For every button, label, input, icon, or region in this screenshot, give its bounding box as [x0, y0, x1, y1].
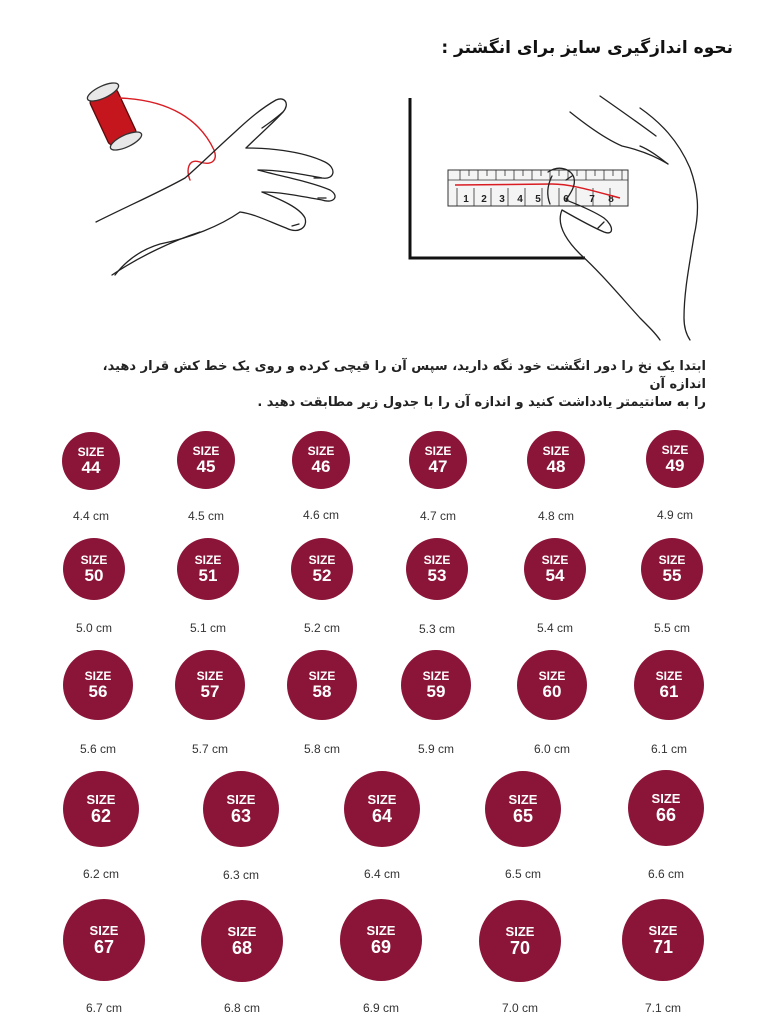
size-badge-number: 45	[196, 457, 216, 476]
size-badge	[340, 899, 422, 981]
size-cm-label: 5.3 cm	[418, 622, 455, 636]
size-badge-label: SIZE	[651, 791, 681, 806]
size-badge-number: 58	[312, 682, 332, 701]
size-badge	[479, 900, 561, 982]
ruler-number: 4	[517, 194, 523, 205]
size-cm-label: 5.6 cm	[79, 742, 116, 756]
size-cm-label: 6.2 cm	[82, 867, 119, 881]
size-badge	[527, 431, 585, 489]
size-badge-number: 71	[652, 937, 674, 957]
size-badge	[628, 770, 704, 846]
ruler-number: 8	[608, 194, 614, 205]
size-badge	[62, 432, 120, 490]
size-badge-label: SIZE	[80, 553, 108, 567]
size-badge-label: SIZE	[77, 445, 105, 459]
size-badge-number: 46	[311, 457, 331, 476]
size-badge-number: 66	[655, 805, 677, 825]
size-badge-label: SIZE	[307, 444, 335, 458]
instructions-line-2: را به سانتیمتر یادداشت کنید و اندازه آن را با جدول زیر مطابقت دهید .	[257, 395, 706, 410]
size-badge	[517, 650, 587, 720]
size-badge-label: SIZE	[422, 669, 450, 683]
size-badge-label: SIZE	[192, 444, 220, 458]
size-cm-label: 4.7 cm	[419, 509, 456, 523]
size-badge-number: 70	[509, 938, 531, 958]
size-cm-label: 6.1 cm	[650, 742, 687, 756]
instructions-line-1: ابتدا یک نخ را دور انگشت خود نگه دارید، سپس آن را قیچی کرده و روی یک خط کش قرار دهید، اندازه آن	[102, 359, 706, 392]
size-badge	[63, 899, 145, 981]
size-badge	[291, 538, 353, 600]
size-badge	[485, 771, 561, 847]
size-badge	[344, 771, 420, 847]
size-badge-number: 62	[90, 806, 112, 826]
size-cm-label: 6.5 cm	[504, 867, 541, 881]
size-cm-label: 5.5 cm	[653, 621, 690, 635]
size-badge-number: 55	[662, 566, 682, 585]
size-cm-label: 7.0 cm	[501, 1001, 538, 1015]
size-badge-number: 47	[428, 457, 448, 476]
size-badge-label: SIZE	[308, 669, 336, 683]
size-badge-number: 49	[665, 456, 685, 475]
size-cm-label: 4.9 cm	[656, 508, 693, 522]
size-badge	[175, 650, 245, 720]
size-badge-number: 53	[427, 566, 447, 585]
size-badge	[292, 431, 350, 489]
size-badge	[646, 430, 704, 488]
size-badge-label: SIZE	[366, 923, 396, 938]
size-badge-number: 63	[230, 806, 252, 826]
size-cm-label: 6.3 cm	[222, 868, 259, 882]
size-badge	[401, 650, 471, 720]
size-badge	[177, 538, 239, 600]
size-badge-number: 52	[312, 566, 332, 585]
size-cm-label: 4.6 cm	[302, 508, 339, 522]
size-cm-label: 5.7 cm	[191, 742, 228, 756]
size-cm-label: 5.8 cm	[303, 742, 340, 756]
size-badge-label: SIZE	[538, 669, 566, 683]
size-badge-label: SIZE	[194, 553, 222, 567]
size-badge-number: 44	[81, 458, 101, 477]
size-cm-label: 6.8 cm	[223, 1001, 260, 1015]
ruler-number: 1	[463, 194, 469, 205]
size-badge-label: SIZE	[89, 923, 119, 938]
size-badge	[409, 431, 467, 489]
size-cm-label: 6.0 cm	[533, 742, 570, 756]
size-cm-label: 4.5 cm	[187, 509, 224, 523]
size-badge-number: 59	[426, 682, 446, 701]
size-badge-label: SIZE	[424, 444, 452, 458]
size-cm-label: 6.9 cm	[362, 1001, 399, 1015]
size-badge	[63, 650, 133, 720]
hand-with-thread-illustration	[85, 79, 335, 275]
size-badge-label: SIZE	[84, 669, 112, 683]
size-badge	[622, 899, 704, 981]
size-badge	[63, 538, 125, 600]
size-badge-label: SIZE	[542, 444, 570, 458]
ruler-number: 2	[481, 194, 487, 205]
size-badge-number: 50	[84, 566, 104, 585]
size-badge-number: 54	[545, 566, 565, 585]
size-badge-label: SIZE	[367, 792, 397, 807]
size-badge-number: 60	[542, 682, 562, 701]
size-badge	[203, 771, 279, 847]
size-cm-label: 5.9 cm	[417, 742, 454, 756]
size-cm-label: 7.1 cm	[644, 1001, 681, 1015]
size-badge-label: SIZE	[308, 553, 336, 567]
size-badge-label: SIZE	[541, 553, 569, 567]
ruler-icon	[448, 170, 628, 206]
size-badge-number: 65	[512, 806, 534, 826]
size-badge-number: 57	[200, 682, 220, 701]
size-badge-label: SIZE	[505, 924, 535, 939]
size-cm-label: 6.4 cm	[363, 867, 400, 881]
size-badge-number: 56	[88, 682, 108, 701]
page-title: نحوه اندازگیری سایز برای انگشتر :	[441, 38, 733, 58]
size-cm-label: 5.0 cm	[75, 621, 112, 635]
size-badge	[177, 431, 235, 489]
size-cm-label: 5.2 cm	[303, 621, 340, 635]
hand-measuring-ruler-illustration	[410, 96, 697, 340]
size-badge-label: SIZE	[658, 553, 686, 567]
size-badge-number: 51	[198, 566, 218, 585]
size-badge-label: SIZE	[655, 669, 683, 683]
size-cm-label: 5.4 cm	[536, 621, 573, 635]
ruler-number: 3	[499, 194, 505, 205]
ruler-number: 6	[563, 194, 569, 205]
size-badge-label: SIZE	[227, 924, 257, 939]
size-badge-number: 68	[231, 938, 253, 958]
size-badge	[63, 771, 139, 847]
size-badge-label: SIZE	[423, 553, 451, 567]
size-badge-number: 61	[659, 682, 679, 701]
size-badge	[524, 538, 586, 600]
size-cm-label: 6.6 cm	[647, 867, 684, 881]
size-cm-label: 6.7 cm	[85, 1001, 122, 1015]
size-badge-number: 67	[93, 937, 115, 957]
size-cm-label: 4.4 cm	[72, 509, 109, 523]
size-badge-label: SIZE	[86, 792, 116, 807]
size-badge-number: 48	[546, 457, 566, 476]
ruler-number: 5	[535, 194, 541, 205]
size-badge-label: SIZE	[508, 792, 538, 807]
size-badge-label: SIZE	[648, 923, 678, 938]
instructions-text	[70, 358, 706, 412]
size-badge	[641, 538, 703, 600]
measurement-illustration	[0, 0, 771, 345]
size-badge	[406, 538, 468, 600]
thread-spool-icon	[85, 79, 144, 153]
size-badge-number: 64	[371, 806, 393, 826]
ruler-number: 7	[589, 194, 595, 205]
size-badge	[287, 650, 357, 720]
size-badge-number: 69	[370, 937, 392, 957]
size-badge-label: SIZE	[661, 443, 689, 457]
size-cm-label: 5.1 cm	[189, 621, 226, 635]
size-badge-label: SIZE	[226, 792, 256, 807]
size-badge	[201, 900, 283, 982]
size-badge	[634, 650, 704, 720]
size-cm-label: 4.8 cm	[537, 509, 574, 523]
size-badge-label: SIZE	[196, 669, 224, 683]
